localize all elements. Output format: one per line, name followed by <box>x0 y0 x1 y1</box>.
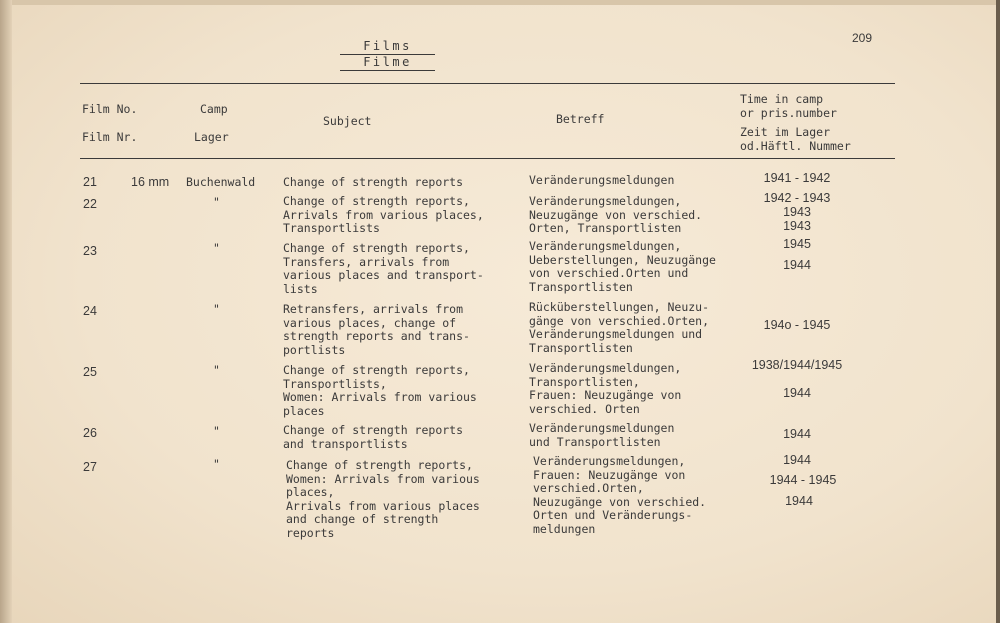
page-top-edge <box>0 0 1000 5</box>
page-title <box>340 39 435 71</box>
film-number: 21 <box>83 175 97 189</box>
header-bottom-rule <box>80 158 895 159</box>
time-entry: 194o - 1945 <box>763 318 831 332</box>
film-number: 27 <box>83 460 97 474</box>
subject-text: Change of strength reports, Transfers, arrivals from various places and transport- lists <box>283 241 484 296</box>
time-entry: 1938/1944/1945 <box>751 358 843 372</box>
film-number: 24 <box>83 304 97 318</box>
time-entry: 1944 - 1945 <box>769 473 837 487</box>
time-entry: 1944 <box>785 494 813 508</box>
ditto-mark: " <box>213 457 220 471</box>
time-entry: 1942 - 1943 <box>763 191 831 205</box>
subject-text: Change of strength reports <box>283 175 464 189</box>
time-entry: 1945 <box>783 237 811 251</box>
film-number: 22 <box>83 197 97 211</box>
film-number: 25 <box>83 365 97 379</box>
header-top-rule <box>80 83 895 84</box>
ditto-mark: " <box>213 195 220 209</box>
betreff-text: Veränderungsmeldungen <box>529 173 675 187</box>
time-entry: 1944 <box>783 453 811 467</box>
film-number: 26 <box>83 426 97 440</box>
betreff-text: Veränderungsmeldungen, Frauen: Neuzugänge von verschied.Orten, Neuzugänge von verschied. Orten und Veränderungs- meldungen <box>533 454 707 536</box>
header-film-no: Film No. <box>82 102 138 116</box>
header-camp: Camp <box>200 102 228 116</box>
header-lager: Lager <box>194 130 229 144</box>
subject-text: Change of strength reports, Women: Arrivals from various places, Arrivals from various places and change of strength reports <box>286 458 480 540</box>
ditto-mark: " <box>213 424 220 438</box>
header-time-english: Time in camp or pris.number <box>740 92 837 120</box>
book-binding-edge <box>0 0 12 623</box>
camp-name: Buchenwald <box>186 175 256 189</box>
betreff-text: Rücküberstellungen, Neuzu- gänge von verschied.Orten, Veränderungsmeldungen und Transportlisten <box>529 300 710 355</box>
header-subject: Subject <box>323 114 372 128</box>
betreff-text: Veränderungsmeldungen, Transportlisten, Frauen: Neuzugänge von verschied. Orten <box>529 361 682 416</box>
ditto-mark: " <box>213 241 220 255</box>
subject-text: Retransfers, arrivals from various places, change of strength reports and trans- portlists <box>283 302 470 357</box>
header-betreff: Betreff <box>556 112 605 126</box>
ditto-mark: " <box>213 302 220 316</box>
subject-text: Change of strength reports, Arrivals from various places, Transportlists <box>283 194 484 235</box>
betreff-text: Veränderungsmeldungen und Transportlisten <box>529 421 675 449</box>
time-entry: 1941 - 1942 <box>763 171 831 185</box>
page-right-edge <box>996 0 1000 623</box>
time-entry: 1943 <box>783 219 811 233</box>
title-german: Filme <box>340 55 435 71</box>
film-size: 16 mm <box>131 175 170 189</box>
betreff-text: Veränderungsmeldungen, Ueberstellungen, Neuzugänge von verschied.Orten und Transportlisten <box>529 239 716 294</box>
time-entry: 1944 <box>783 427 811 441</box>
subject-text: Change of strength reports and transportlists <box>283 423 464 451</box>
header-film-nr: Film Nr. <box>82 130 138 144</box>
subject-text: Change of strength reports, Transportlists, Women: Arrivals from various places <box>283 363 477 418</box>
title-english: Films <box>340 39 435 55</box>
page-number: 209 <box>851 31 872 45</box>
ditto-mark: " <box>213 363 220 377</box>
betreff-text: Veränderungsmeldungen, Neuzugänge von verschied. Orten, Transportlisten <box>529 194 703 235</box>
header-time-german: Zeit im Lager od.Häftl. Nummer <box>740 125 851 153</box>
time-entry: 1944 <box>783 258 811 272</box>
time-entry: 1943 <box>783 205 811 219</box>
film-number: 23 <box>83 244 97 258</box>
time-entry: 1944 <box>783 386 811 400</box>
